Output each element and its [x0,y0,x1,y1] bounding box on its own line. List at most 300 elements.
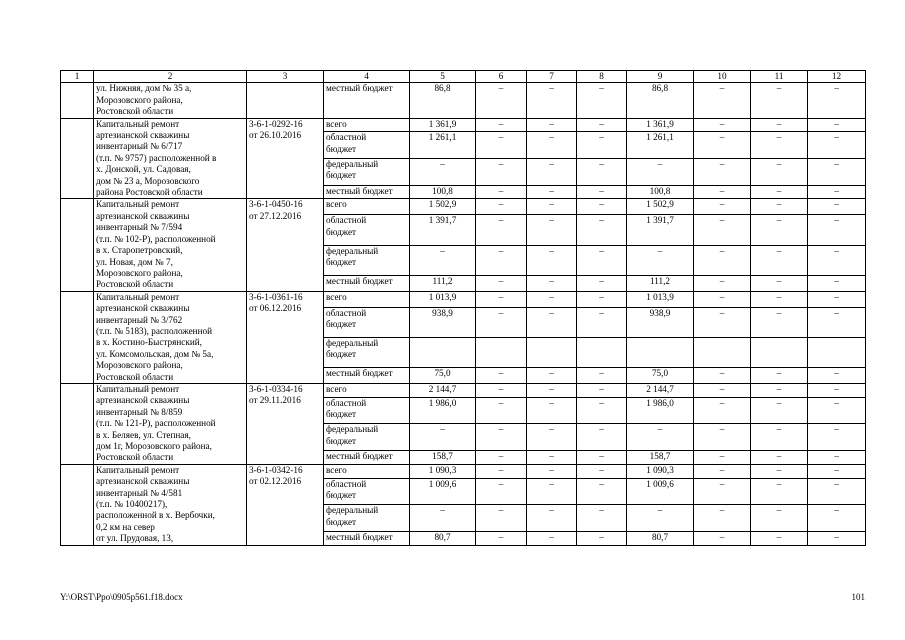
amount-cell: – [527,159,577,186]
amount-cell: – [527,215,577,245]
amount-cell: – [694,215,751,245]
document-number-line: от 29.11.2016 [249,395,301,406]
header-cell: 8 [577,71,627,83]
header-cell: 12 [808,71,866,83]
amount-cell: – [476,118,527,132]
document-number-line: 3-6-1-0292-16 [249,118,303,129]
row-number-cell [61,464,94,545]
file-path: Y:\ORST\Ppo\0905p561.f18.docx [60,592,183,602]
funding-source-line: федеральный [326,337,379,348]
amount-cell: – [694,291,751,307]
description-line: артезианской скважины [96,476,190,487]
amount-cell: – [808,531,866,545]
amount-cell: – [808,450,866,464]
amount-cell: – [476,383,527,397]
funding-source-cell [324,215,410,245]
amount-cell: – [808,505,866,532]
amount-cell: – [694,307,751,337]
header-cell: 3 [247,71,324,83]
header-cell: 7 [527,71,577,83]
amount-cell: – [527,531,577,545]
amount-cell: – [577,118,627,132]
amount-cell: – [527,275,577,291]
amount-cell: – [808,424,866,451]
amount-cell: 80,7 [627,531,694,545]
amount-cell: – [808,83,866,118]
amount-cell: – [410,424,476,451]
funding-source-line: всего [326,199,347,210]
amount-cell: – [751,159,808,186]
amount-cell: 1 986,0 [627,397,694,424]
amount-cell: – [577,307,627,337]
amount-cell: – [577,215,627,245]
amount-cell: – [694,275,751,291]
amount-cell [694,337,751,367]
funding-source-line: местный бюджет [326,450,393,461]
funding-source-line: местный бюджет [326,368,393,379]
funding-source-line: федеральный [326,245,379,256]
object-description-cell [94,383,247,464]
description-line: Капитальный ремонт [96,291,180,302]
funding-source-line: областной [326,132,367,143]
amount-cell: – [694,424,751,451]
funding-source-line: местный бюджет [326,275,393,286]
funding-source-cell [324,185,410,199]
document-number-line: от 26.10.2016 [249,130,302,141]
document-number-line: от 27.12.2016 [249,210,302,221]
amount-cell: – [527,424,577,451]
funding-source-cell [324,505,410,532]
funding-source-cell [324,275,410,291]
amount-cell: 2 144,7 [627,383,694,397]
description-line: Ростовской области [96,371,174,382]
amount-cell: – [527,185,577,199]
description-line: инвентарный № 8/859 [96,406,183,417]
amount-cell: – [577,450,627,464]
funding-source-line: областной [326,307,367,318]
column-number-row [61,71,866,83]
amount-cell: 111,2 [627,275,694,291]
description-line: х. Донской, ул. Садовая, [96,164,191,175]
funding-source-line: местный бюджет [326,83,393,94]
amount-cell: 100,8 [627,185,694,199]
amount-cell: 1 261,1 [627,132,694,159]
amount-cell: – [751,291,808,307]
amount-cell: – [751,368,808,384]
amount-cell: – [808,185,866,199]
amount-cell: – [627,159,694,186]
description-line: ул. Новая, дом № 7, [96,256,173,267]
amount-cell: – [577,275,627,291]
amount-cell: – [751,215,808,245]
amount-cell: 86,8 [410,83,476,118]
amount-cell: – [527,291,577,307]
funding-source-line: бюджет [326,318,357,329]
amount-cell: – [577,199,627,215]
funding-source-line: местный бюджет [326,531,393,542]
amount-cell: – [694,118,751,132]
amount-cell: – [527,478,577,505]
amount-cell: – [476,245,527,275]
table-row [61,383,866,397]
amount-cell: – [751,132,808,159]
description-line: (т.п. № 121-Р), расположенной [96,418,216,429]
amount-cell: – [476,159,527,186]
amount-cell: – [751,118,808,132]
amount-cell [410,337,476,367]
description-line: Ростовской области [96,452,174,463]
funding-source-cell [324,368,410,384]
description-line: инвентарный № 4/581 [96,487,183,498]
amount-cell: – [808,478,866,505]
amount-cell: – [694,368,751,384]
document-number-line: 3-6-1-0334-16 [249,383,303,394]
description-line: инвентарный № 3/762 [96,314,183,325]
amount-cell: 1 013,9 [410,291,476,307]
description-line: инвентарный № 6/717 [96,141,183,152]
amount-cell: – [751,424,808,451]
funding-source-line: бюджет [326,226,357,237]
document-number-line: 3-6-1-0342-16 [249,464,303,475]
amount-cell: 80,7 [410,531,476,545]
funding-source-cell [324,424,410,451]
amount-cell: – [808,159,866,186]
amount-cell: – [751,245,808,275]
amount-cell: – [627,424,694,451]
description-line: ул. Нижняя, дом № 35 а, [96,83,192,94]
amount-cell: – [808,199,866,215]
row-number-cell [61,83,94,118]
funding-source-cell [324,383,410,397]
funding-source-line: федеральный [326,505,379,516]
amount-cell: – [694,199,751,215]
description-line: Ростовской области [96,106,174,117]
table-row [61,291,866,307]
amount-cell: – [476,424,527,451]
amount-cell: – [694,531,751,545]
description-line: артезианской скважины [96,303,190,314]
amount-cell: 86,8 [627,83,694,118]
amount-cell: – [694,450,751,464]
amount-cell: – [476,505,527,532]
amount-cell: – [808,383,866,397]
funding-source-cell [324,132,410,159]
amount-cell: 158,7 [410,450,476,464]
description-line: в х. Старопетровский, [96,245,183,256]
amount-cell: – [808,132,866,159]
object-description-cell [94,199,247,291]
amount-cell: 1 502,9 [627,199,694,215]
funding-source-cell [324,337,410,367]
amount-cell: – [476,199,527,215]
description-line: артезианской скважины [96,130,190,141]
amount-cell: – [410,245,476,275]
object-description-cell [94,118,247,199]
amount-cell: – [577,368,627,384]
funding-source-line: бюджет [326,170,357,181]
amount-cell: – [751,397,808,424]
header-cell: 9 [627,71,694,83]
amount-cell: – [527,464,577,478]
amount-cell: – [694,383,751,397]
amount-cell: – [751,478,808,505]
amount-cell: – [751,531,808,545]
amount-cell: 1 090,3 [410,464,476,478]
funding-source-cell [324,478,410,505]
amount-cell: 2 144,7 [410,383,476,397]
table-row [61,464,866,478]
amount-cell: – [476,478,527,505]
amount-cell [577,337,627,367]
funding-source-cell [324,307,410,337]
amount-cell: – [476,215,527,245]
description-line: дом № 23 а, Морозовского [96,175,200,186]
amount-cell: – [694,185,751,199]
amount-cell: – [577,478,627,505]
funding-source-cell [324,83,410,118]
funding-source-line: всего [326,464,347,475]
funding-source-cell [324,464,410,478]
amount-cell: – [476,83,527,118]
funding-source-cell [324,118,410,132]
document-number-cell [247,291,324,383]
header-cell: 4 [324,71,410,83]
amount-cell: – [577,383,627,397]
amount-cell: – [808,368,866,384]
document-page [60,70,865,546]
funding-source-cell [324,291,410,307]
amount-cell: – [577,159,627,186]
document-number-line: 3-6-1-0361-16 [249,291,303,302]
amount-cell: – [527,383,577,397]
document-number-cell [247,383,324,464]
funding-source-cell [324,531,410,545]
table-row [61,199,866,215]
funding-source-line: федеральный [326,159,379,170]
amount-cell: – [808,307,866,337]
description-line: Ростовской области [96,279,174,290]
amount-cell: – [808,397,866,424]
amount-cell: – [476,397,527,424]
document-number-line: от 06.12.2016 [249,303,302,314]
amount-cell [476,337,527,367]
funding-source-line: бюджет [326,349,357,360]
funding-source-line: бюджет [326,516,357,527]
row-number-cell [61,118,94,199]
description-line: Капитальный ремонт [96,464,180,475]
table-body [61,83,866,545]
document-number-cell [247,83,324,118]
amount-cell: – [627,245,694,275]
amount-cell: 1 261,1 [410,132,476,159]
header-cell: 6 [476,71,527,83]
amount-cell [627,337,694,367]
funding-source-cell [324,397,410,424]
budget-table [60,70,866,546]
funding-source-line: бюджет [326,256,357,267]
amount-cell: – [694,505,751,532]
amount-cell: – [527,307,577,337]
header-cell: 10 [694,71,751,83]
amount-cell: – [808,464,866,478]
funding-source-cell [324,245,410,275]
amount-cell: – [476,291,527,307]
object-description-cell [94,83,247,118]
header-cell: 1 [61,71,94,83]
row-number-cell [61,383,94,464]
table-row [61,118,866,132]
amount-cell: – [694,464,751,478]
amount-cell: – [751,464,808,478]
document-number-cell [247,464,324,545]
amount-cell: – [694,478,751,505]
description-line: от ул. Прудовая, 13, [96,533,174,544]
funding-source-cell [324,199,410,215]
amount-cell: – [476,531,527,545]
amount-cell: 1 009,6 [410,478,476,505]
amount-cell: – [751,450,808,464]
description-line: инвентарный № 7/594 [96,222,183,233]
amount-cell: – [527,199,577,215]
amount-cell: – [577,505,627,532]
description-line: (т.п. № 102-Р), расположенной [96,233,216,244]
description-line: (т.п. № 5183), расположенной [96,325,213,336]
description-line: ул. Комсомольская, дом № 5а, [96,348,214,359]
amount-cell: – [527,397,577,424]
amount-cell: – [527,245,577,275]
description-line: в х. Беляев, ул. Степная, [96,429,191,440]
amount-cell: 1 009,6 [627,478,694,505]
description-line: Капитальный ремонт [96,383,180,394]
amount-cell: – [751,383,808,397]
amount-cell: – [808,118,866,132]
row-number-cell [61,291,94,383]
funding-source-line: бюджет [326,490,357,501]
funding-source-line: бюджет [326,435,357,446]
funding-source-line: всего [326,291,347,302]
amount-cell: – [527,83,577,118]
amount-cell: 938,9 [627,307,694,337]
description-line: дом 1г, Морозовского района, [96,441,212,451]
funding-source-line: бюджет [326,143,357,154]
page-number: 101 [851,592,865,602]
amount-cell: – [751,83,808,118]
amount-cell: – [577,424,627,451]
description-line: расположенной в х. Вербочки, [96,510,215,521]
document-number-cell [247,118,324,199]
document-number-line: 3-6-1-0450-16 [249,199,303,210]
funding-source-cell [324,159,410,186]
amount-cell: 1 090,3 [627,464,694,478]
amount-cell: – [694,132,751,159]
description-line: 0,2 км на север [96,521,155,532]
amount-cell: – [577,185,627,199]
amount-cell: 158,7 [627,450,694,464]
description-line: артезианской скважины [96,395,190,406]
amount-cell: – [476,307,527,337]
amount-cell: 75,0 [410,368,476,384]
amount-cell: – [410,159,476,186]
amount-cell: – [577,132,627,159]
amount-cell: 100,8 [410,185,476,199]
amount-cell: 1 391,7 [627,215,694,245]
description-line: района Ростовской области [96,187,203,198]
amount-cell [808,337,866,367]
amount-cell: 1 391,7 [410,215,476,245]
amount-cell: – [577,245,627,275]
amount-cell: – [694,245,751,275]
funding-source-line: областной [326,215,367,226]
amount-cell: 111,2 [410,275,476,291]
description-line: Морозовского района, [96,94,183,105]
amount-cell: – [577,83,627,118]
amount-cell: 1 013,9 [627,291,694,307]
amount-cell: – [476,464,527,478]
amount-cell: – [808,245,866,275]
description-line: Капитальный ремонт [96,118,180,129]
amount-cell: – [694,159,751,186]
amount-cell: 1 361,9 [410,118,476,132]
funding-source-line: федеральный [326,424,379,435]
funding-source-line: всего [326,118,347,129]
amount-cell: – [808,275,866,291]
description-line: Морозовского района, [96,360,183,371]
funding-source-line: областной [326,478,367,489]
amount-cell: – [527,132,577,159]
funding-source-line: бюджет [326,409,357,420]
amount-cell: – [577,397,627,424]
amount-cell: – [527,505,577,532]
amount-cell: – [808,291,866,307]
amount-cell: – [476,185,527,199]
object-description-cell [94,291,247,383]
description-line: Морозовского района, [96,267,183,278]
row-number-cell [61,199,94,291]
description-line: (т.п. № 10400217), [96,499,168,510]
amount-cell: – [476,450,527,464]
amount-cell: – [751,199,808,215]
amount-cell: – [577,291,627,307]
amount-cell: 1 986,0 [410,397,476,424]
description-line: в х. Костино-Быстрянский, [96,337,202,348]
header-cell: 11 [751,71,808,83]
amount-cell: – [527,118,577,132]
amount-cell: – [476,132,527,159]
funding-source-line: областной [326,397,367,408]
amount-cell: – [751,307,808,337]
amount-cell: 938,9 [410,307,476,337]
document-number-cell [247,199,324,291]
amount-cell: – [527,368,577,384]
amount-cell: – [808,215,866,245]
amount-cell: – [476,275,527,291]
description-line: артезианской скважины [96,210,190,221]
amount-cell: – [694,83,751,118]
amount-cell: – [527,450,577,464]
amount-cell: – [577,531,627,545]
table-row [61,83,866,118]
amount-cell: – [627,505,694,532]
amount-cell: – [694,397,751,424]
amount-cell: 75,0 [627,368,694,384]
funding-source-line: местный бюджет [326,185,393,196]
header-cell: 2 [94,71,247,83]
funding-source-cell [324,450,410,464]
amount-cell: – [751,275,808,291]
header-cell: 5 [410,71,476,83]
object-description-cell [94,464,247,545]
amount-cell: – [751,505,808,532]
